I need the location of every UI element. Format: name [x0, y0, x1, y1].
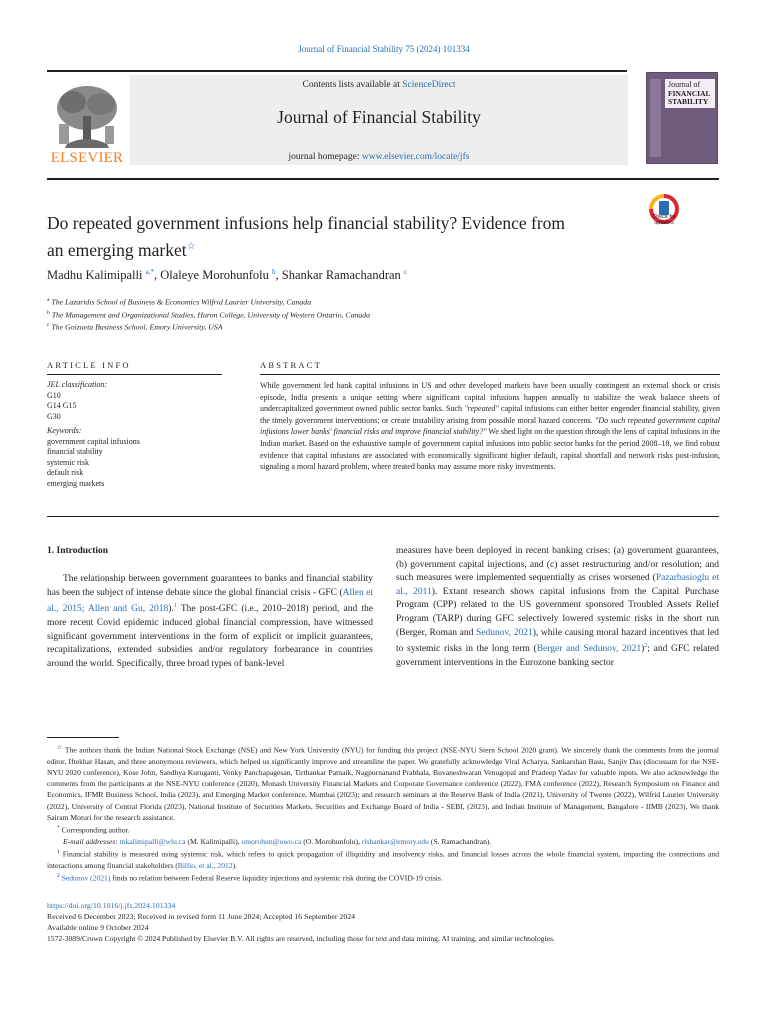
article-info-rule: [47, 374, 222, 375]
title-line2: an emerging market: [47, 239, 187, 260]
citation-link[interactable]: Pazarbasioglu et al., 2011: [396, 573, 719, 597]
received-dates: Received 6 December 2023; Received in revised form 11 June 2024; Accepted 16 September 2024: [47, 912, 356, 921]
footnote-text: ).: [232, 860, 238, 870]
header-top-rule: [47, 70, 627, 72]
footnote-emails: [47, 836, 719, 847]
elsevier-wordmark: ELSEVIER: [50, 150, 124, 166]
author-affil-mark[interactable]: a,*: [145, 268, 154, 276]
contents-line: [130, 80, 628, 90]
article-info-heading: ARTICLE INFO: [47, 360, 131, 370]
affiliation-mark: c: [47, 322, 50, 329]
citation-link[interactable]: Sedunov, 2021: [476, 627, 533, 638]
footnote-number: 2: [57, 872, 60, 879]
keywords-label: Keywords:: [47, 426, 82, 435]
body-text: The relationship between government guarantees to banks and financial stability has been the subject of intense debate since the global financial crisis - GFC (: [47, 574, 373, 598]
journal-reference[interactable]: Journal of Financial Stability 75 (2024) 101334: [298, 44, 470, 54]
affiliation-item: [47, 320, 687, 333]
footnote-corresponding: [47, 823, 719, 836]
intro-right-column: [396, 545, 719, 671]
footnote-acknowledgement: [47, 743, 719, 823]
keyword: emerging markets: [47, 478, 105, 488]
footnote-number: 1: [57, 848, 60, 855]
homepage-line: [130, 152, 628, 162]
citation-link[interactable]: Berger and Sedunov, 2021: [536, 644, 642, 655]
section-heading-introduction: 1. Introduction: [47, 546, 109, 556]
email-label: E-mail addresses:: [63, 836, 118, 846]
jel-code: G14 G15: [47, 401, 77, 410]
email-owner: (O. Morohunfolu),: [301, 836, 362, 846]
affiliation-text: The Goizueta Business School, Emory University, USA: [51, 322, 223, 332]
footnote-star-mark: ☆: [57, 745, 63, 751]
title-line1: Do repeated government infusions help financial stability? Evidence from: [47, 213, 566, 233]
abstract-part: While government led bank capital infusions in US and other developed markets have been usually contingent an external shock or crisis episode, India presents a unique setting where significant capital infusions happen annually to stabilize the weak balance sheets of undercapitalized government owned public sector banks. Such: [260, 381, 720, 414]
doi-link[interactable]: https://doi.org/10.1016/j.jfs.2024.101334: [47, 901, 176, 910]
online-date: Available online 9 October 2024: [47, 923, 149, 932]
keyword: default risk: [47, 468, 84, 477]
footnote-mark[interactable]: 1: [173, 603, 177, 610]
keyword: government capital infusions: [47, 436, 140, 446]
jel-code: G10: [47, 390, 61, 400]
body-text: ).: [168, 604, 174, 615]
footnote-text: Financial stability is measured using systemic risk, which refers to quick propagation of illiquidity and insolvency risks, and financial losses across the whole financial system, impacting the connections and interactions among financial stakeholders (: [47, 849, 719, 870]
author-name: Shankar Ramachandran: [281, 268, 401, 283]
body-text: measures have been deployed in recent banking crises: (a) government guarantees, (b) government capital injections, and (c) asset restructuring and/or resolution; and such measures were implemented sequentially as crises worsened (: [396, 546, 719, 584]
author-affil-mark[interactable]: c: [403, 268, 408, 276]
keyword: financial stability: [47, 447, 103, 456]
cover-strip: [650, 79, 661, 157]
affiliation-text: The Management and Organizational Studies, Huron College, University of Western Ontario, Canada: [51, 310, 371, 320]
footnote-mark[interactable]: 2: [644, 643, 648, 650]
body-text: ). Extant research shows capital infusions from the Capital Purchase Program (CPP) related to the US government sponsored Troubled Assets Relief Program (TARP) during GFC selectively lowered systemic risks in the short run (Berger, Roman and: [396, 586, 719, 638]
footnote-separator: [47, 737, 119, 738]
footnote-text: The authors thank the Indian National Stock Exchange (NSE) and New York University (NYU) for funding this project (NSE-NYU Stern School 2020 grant). We sincerely thank the comments from the journal editor, Iftekhar Hasan, and three anonymous reviewers, which helped us significantly improve and streamline the paper. We gratefully acknowledge Viral Acharya, Sankarshan Basu, Sanjiv Das (discussant for the NSE-NYU 2020 conference), Kose John, Sandhya Kuruganti, Venky Panchapagesan, Tirthankar Patnaik, Nagpurnanand Prabhala, Buvaneshwaran Venugopal and Pradeep Yadav for valuable inputs. We also acknowledge the comments from the participants at the NSE-NYU conference (2020), Monash University Financial Markets and Corporate Governance conference (2022), FMA conference (2022), Research Symposium on Finance and Economics, IFMR Business School, India (2023), and Emerging Market conference, Mumbai (2023); and research seminars at the Reserve Bank of India (2021), University of Twente (2022), Wilfrid Laurier University (2022), University of Central Florida (2023), National Institute of Securities Markets, Securities and Exchange Board of India - SEBI, (2023), and Indian Institute of Management, Bangalore - IIMB (2023). We thank Sairam Moturi for the research assistance.: [47, 745, 719, 822]
article-info-panel: [47, 380, 222, 489]
affiliation-item: [47, 308, 687, 321]
email-link[interactable]: rlshankar@emory.edu: [361, 836, 429, 846]
jel-code: G30: [47, 411, 61, 421]
title-footnote-mark[interactable]: ☆: [186, 241, 196, 252]
abstract-rule: [260, 374, 720, 375]
check-for-updates-label[interactable]: [638, 214, 690, 226]
email-owner: (S. Ramachandran).: [428, 836, 492, 846]
author-name: Olaleye Morohunfolu: [160, 268, 269, 283]
article-meta: [47, 900, 719, 944]
abstract-question: "Do such repeated government capital infusions lower banks' financial risks and improve financial stability?": [260, 415, 720, 437]
author-name: Madhu Kalimipalli: [47, 268, 143, 283]
footnotes: [47, 743, 719, 884]
sciencedirect-link[interactable]: ScienceDirect: [402, 80, 456, 90]
affiliation-mark: a: [47, 297, 50, 303]
homepage-link[interactable]: www.elsevier.com/locate/jfs: [361, 152, 470, 162]
author-list: Madhu Kalimipalli $^{a,*}$, Olaleye Morohunfolu $^b$, Shankar Ramachandran $^c$: [47, 268, 408, 283]
abstract-emphasis: "repeated": [464, 404, 499, 414]
author-affil-mark[interactable]: b: [272, 268, 276, 276]
homepage-prefix: journal homepage:: [288, 152, 362, 162]
citation-link[interactable]: Sedunov (2021): [61, 873, 111, 883]
header-bottom-rule: [47, 178, 719, 180]
citation-link[interactable]: Allen et al., 2015; Allen and Gu, 2018: [47, 587, 373, 615]
journal-title: Journal of Financial Stability: [277, 107, 481, 127]
check-updates-line2: updates: [654, 220, 674, 226]
cover-line3: STABILITY: [668, 96, 709, 106]
abstract-heading: ABSTRACT: [260, 360, 322, 370]
abstract-part: We shed light on the question through the lens of capital infusions in the Indian market. Based on the exhaustive sample of government capital infusions into public sector banks for the period 2008–18, we find robust evidence that capital infusions are associated with economically significant higher default, capital shortfall and network risks post-infusion, signaling a moral hazard problem, where treated banks may assume more risky investments.: [260, 427, 720, 472]
paper-title: [47, 212, 647, 262]
abstract-text: [260, 380, 720, 473]
copyright-notice: 1572-3089/Crown Copyright © 2024 Published by Elsevier B.V. All rights are reserved, including those for text and data mining, AI training, and similar technologies.: [47, 934, 555, 943]
affiliation-item: [47, 295, 687, 308]
body-text: ), while causing moral hazard incentives that led to systemic risks in the long term (: [396, 627, 719, 655]
affiliation-text: The Lazaridis School of Business & Economics Wilfrid Laurier University, Canada: [51, 297, 312, 307]
footnote-corr-mark: *: [57, 824, 60, 831]
citation-link[interactable]: Billio, et al., 2012: [177, 860, 233, 870]
cover-label: [665, 79, 715, 108]
body-text: ): [641, 644, 645, 655]
footnote-text: Corresponding author.: [59, 825, 130, 835]
affiliation-list: [47, 295, 687, 333]
footnote-1: [47, 847, 719, 871]
body-text: ; and GFC related government interventions in the Eurozone banking sector: [396, 644, 719, 668]
check-updates-line1: Check for: [652, 214, 676, 220]
email-link[interactable]: omorohun@uwo.ca: [241, 836, 302, 846]
contents-prefix: Contents lists available at: [302, 80, 403, 90]
email-owner: (M. Kalimipalli),: [185, 836, 242, 846]
journal-cover-image: [646, 72, 718, 164]
affiliation-mark: b: [47, 309, 50, 316]
keyword: systemic risk: [47, 457, 89, 467]
intro-left-column: [47, 573, 373, 671]
footnote-2: [47, 871, 719, 884]
footnote-text: finds no relation between Federal Reserve liquidity injections and systemic risk during the COVID-19 crisis.: [110, 873, 443, 883]
abstract-part: capital infusions can either better engender financial stability, given the timely government interventions; or create instability arising from possible moral hazard concerns.: [260, 404, 720, 425]
cover-line2: FINANCIAL: [668, 88, 711, 98]
cover-line1: Journal of: [668, 80, 701, 89]
email-link[interactable]: mkalimipalli@wlu.ca: [119, 836, 186, 846]
body-text: The post-GFC (i.e., 2010–2018) period, and the more recent Covid epidemic induced global financial compression, have witnessed significant government interventions in the form of explicit or implicit guarantees, recapitalizations, extended subsidies and/or regulatory forbearance in countries around the world. Specifically, three broad types of bank-level: [47, 604, 374, 669]
jel-label: JEL classification:: [47, 380, 108, 389]
abstract-bottom-rule: [47, 516, 719, 517]
